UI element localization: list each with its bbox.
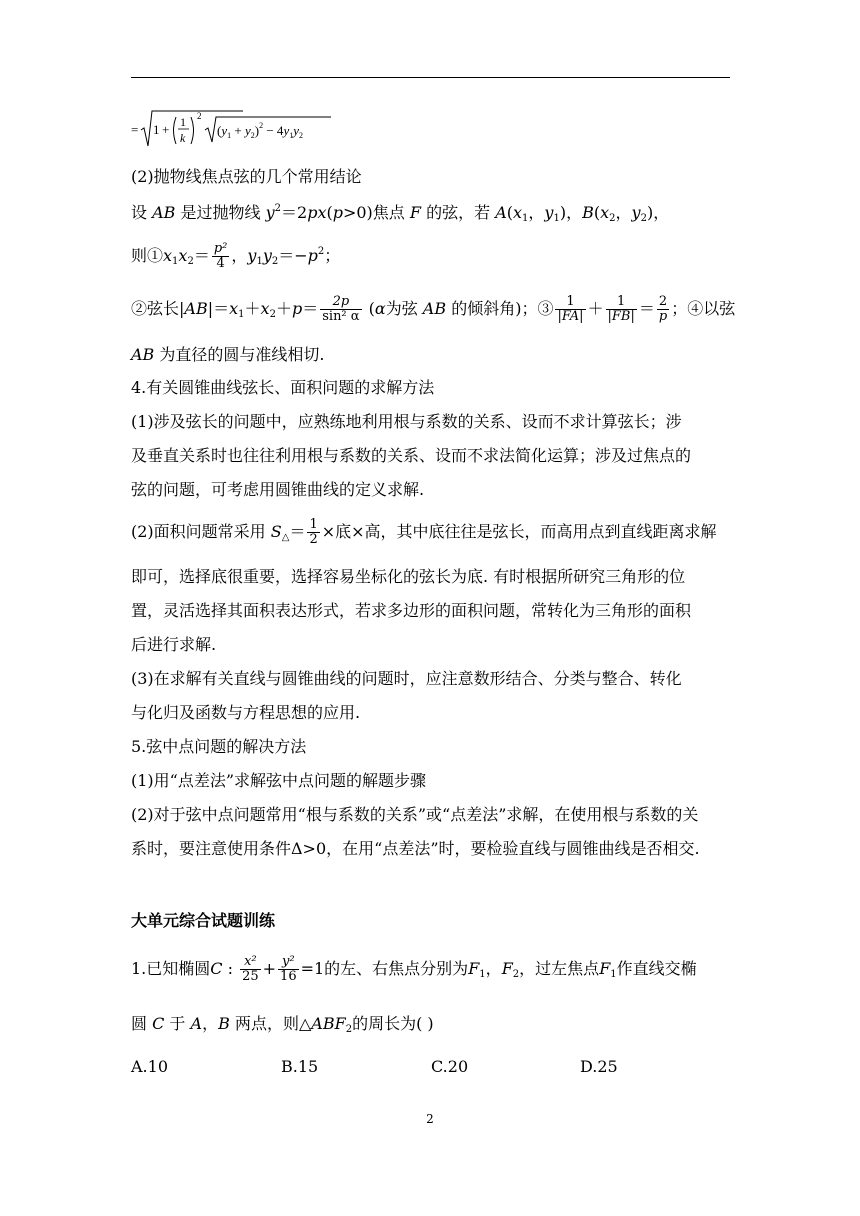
- page-number: 2: [426, 1112, 434, 1126]
- line-5: ②弦长$|AB|=x_1+x_2+p=$ $\frac{2p}{\text{sin² α}}$ (α为弦 AB 的倾斜角)；③ $\frac{1}{|FA|}$ ＋ $\frac{1}{|FB|}$ ＝ $\frac{2}{p}$ ；④以弦: [131, 294, 736, 324]
- paren-right: [191, 117, 194, 144]
- fraction-x2-25: $\frac{\text{x²}}{25}$: [242, 954, 259, 984]
- line-7: 4.有关圆锥曲线弦长、面积问题的求解方法: [131, 378, 435, 397]
- option-c: C.20: [431, 1057, 469, 1076]
- line-16: 与化归及函数与方程思想的应用.: [131, 703, 361, 722]
- fraction-y2-16: $\frac{\text{y²}}{16}$: [280, 954, 297, 984]
- line-4: 则$①x_1x_2=$ $\frac{\text{p²}}{4}$ ，$y_1y_2=-p^2$；: [131, 241, 341, 271]
- fraction-one-half: $\frac{1}{2}$: [309, 517, 318, 547]
- option-a: A.10: [131, 1057, 168, 1076]
- section-title: 大单元综合试题训练: [131, 911, 276, 930]
- line-18: (1)用“点差法”求解弦中点问题的解题步骤: [131, 771, 427, 790]
- option-b: B.15: [281, 1057, 319, 1076]
- formula-inner: $(y_1 + y_2)^2 - 4y_1y_2$: [217, 121, 303, 140]
- line-14: 后进行求解.: [131, 635, 217, 654]
- fraction-p2-over-4: $\frac{\text{p²}}{4}$: [213, 241, 228, 271]
- line-17: 5.弦中点问题的解决方法: [131, 737, 307, 756]
- formula-frac-den: k: [180, 131, 186, 145]
- fraction-1-fb: $\frac{1}{|FB|}$: [607, 294, 635, 324]
- line-8: (1)涉及弦长的问题中，应熟练地利用根与系数的关系、设而不求计算弦长；涉: [131, 412, 682, 431]
- question-1-line-1: 1.已知椭圆C : $\frac{\text{x²}}{25}$ + $\frac{\text{y²}}{16}$ =1的左、右焦点分别为$F_1$，$F_2$，过左焦点$F_1$作直线交椭: [131, 954, 697, 984]
- fraction-1-fa: $\frac{1}{|FA|}$: [557, 294, 584, 324]
- formula-square: 2: [197, 111, 202, 121]
- line-2: (2)抛物线焦点弦的几个常用结论: [131, 167, 362, 186]
- paren-left: [174, 117, 177, 144]
- top-formula: [131, 108, 341, 152]
- line-9: 及垂直关系时也往往利用根与系数的关系、设而不求法简化运算；涉及过焦点的: [131, 446, 692, 465]
- line-11: (2)面积问题常采用 $S_\triangle=$ $\frac{1}{2}$ ×底×高，其中底往往是弦长，而高用点到直线距离求解: [131, 517, 717, 547]
- fraction-2-p: $\frac{2}{p}$: [658, 294, 668, 324]
- formula-plus: +: [162, 122, 170, 137]
- formula-frac-num: 1: [180, 115, 186, 129]
- line-19: (2)对于弦中点问题常用“根与系数的关系”或“点差法”求解，在使用根与系数的关: [131, 805, 699, 824]
- question-1-line-2: 圆 C 于 A，B 两点，则$\triangle ABF_2$的周长为( ): [131, 1014, 434, 1035]
- line-3: 设 AB 是过抛物线 $y^2=2px(p>0)$焦点 F 的弦，若 $A(x_1$，$y_1$)，$B(x_2$，$y_2$)，: [131, 203, 670, 224]
- option-d: D.25: [580, 1057, 618, 1076]
- line-20: 系时，要注意使用条件Δ>0，在用“点差法”时，要检验直线与圆锥曲线是否相交.: [131, 839, 700, 858]
- line-15: (3)在求解有关直线与圆锥曲线的问题时，应注意数形结合、分类与整合、转化: [131, 669, 682, 688]
- fraction-2p-sin: $\frac{2p}{\text{sin² α}}$: [322, 294, 360, 324]
- header-rule: [131, 77, 730, 78]
- line-13: 置，灵活选择其面积表达形式，若求多边形的面积问题，常转化为三角形的面积: [131, 601, 692, 620]
- formula-one: 1: [153, 122, 160, 137]
- line-6: AB 为直径的圆与准线相切.: [131, 345, 325, 364]
- line-10: 弦的问题，可考虑用圆锥曲线的定义求解.: [131, 480, 425, 499]
- line-12: 即可，选择底很重要，选择容易坐标化的弦长为底. 有时根据所研究三角形的位: [131, 567, 686, 586]
- formula-equals: =: [131, 122, 139, 137]
